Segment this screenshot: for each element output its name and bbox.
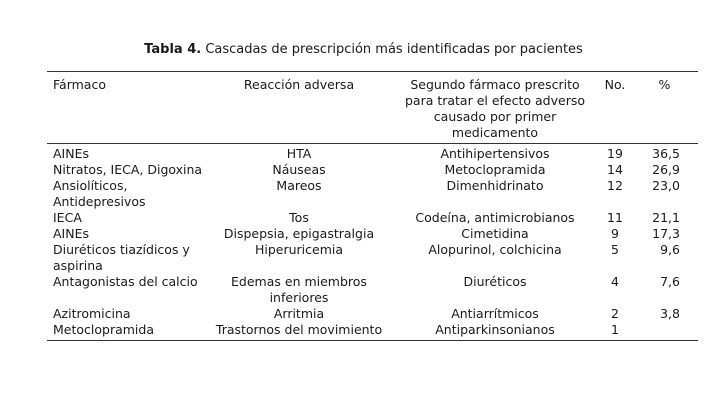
cell-drug: Nitratos, IECA, Digoxina [53,162,203,177]
cell-percent: 26,9 [652,162,680,177]
table-row [47,178,698,210]
cell-drug: AINEs [53,146,89,161]
table-row [47,274,698,306]
cell-reaction: Hiperuricemia [254,242,344,257]
cell-reaction: Dispepsia, epigastralgia [223,226,375,241]
cell-number: 12 [607,178,623,193]
cell-reaction: Tos [289,210,309,225]
table-row [47,162,698,178]
cell-percent: 7,6 [660,274,680,289]
cell-drug: Metoclopramida [53,322,154,337]
cell-percent: 9,6 [660,242,680,257]
cell-number: 5 [611,242,619,257]
cell-number: 11 [607,210,623,225]
cell-reaction: Trastornos del movimiento [215,322,383,337]
cell-number: 2 [611,306,619,321]
table-row [47,226,698,242]
cell-second-drug: Antihipertensivos [440,146,550,161]
caption-label: Tabla 4. [144,42,202,57]
cell-percent: 21,1 [652,210,680,225]
table-row [47,322,698,341]
cell-drug: AINEs [53,226,89,241]
cell-reaction: Náuseas [272,162,326,177]
cell-number: 9 [611,226,619,241]
header-drug: Fármaco [53,77,106,92]
cell-second-drug: Alopurinol, colchicina [428,242,562,257]
cell-drug: IECA [53,210,82,225]
cell-drug: Diuréticos tiazídicos y aspirina [53,242,190,273]
header-second-drug: Segundo fármaco prescrito para tratar el efecto adverso causado por primer medicamento [404,77,586,140]
cell-percent: 3,8 [660,306,680,321]
cell-second-drug: Dimenhidrinato [446,178,544,193]
table-row [47,144,698,163]
cell-reaction: HTA [286,146,312,161]
table-row [47,242,698,274]
cell-second-drug: Metoclopramida [444,162,546,177]
cell-percent: 17,3 [652,226,680,241]
cell-drug: Ansiolíticos, Antidepresivos [53,178,146,209]
header-reaction: Reacción adversa [243,77,355,92]
header-number: No. [604,77,626,92]
table-row [47,306,698,322]
cell-reaction: Mareos [276,178,322,193]
cell-number: 14 [607,162,623,177]
caption-text: Cascadas de prescripción más identificadas por pacientes [205,42,583,57]
cell-number: 19 [607,146,623,161]
cell-percent: 36,5 [652,146,680,161]
cell-second-drug: Antiparkinsonianos [435,322,555,337]
table-header-row [47,72,698,144]
cell-number: 4 [611,274,619,289]
cell-drug: Azitromicina [53,306,131,321]
table-row [47,210,698,226]
cell-second-drug: Antiarrítmicos [451,306,539,321]
cell-percent [635,322,698,341]
cell-drug: Antagonistas del calcio [53,274,198,289]
prescription-cascade-table [47,71,698,341]
cell-number: 1 [611,322,619,337]
cell-reaction: Edemas en miembros inferiores [231,274,367,305]
header-percent: % [658,77,671,92]
table-caption [0,42,727,57]
cell-second-drug: Cimetidina [461,226,529,241]
cell-percent: 23,0 [652,178,680,193]
cell-reaction: Arritmia [273,306,325,321]
cell-second-drug: Diuréticos [463,274,527,289]
cell-second-drug: Codeína, antimicrobianos [415,210,575,225]
